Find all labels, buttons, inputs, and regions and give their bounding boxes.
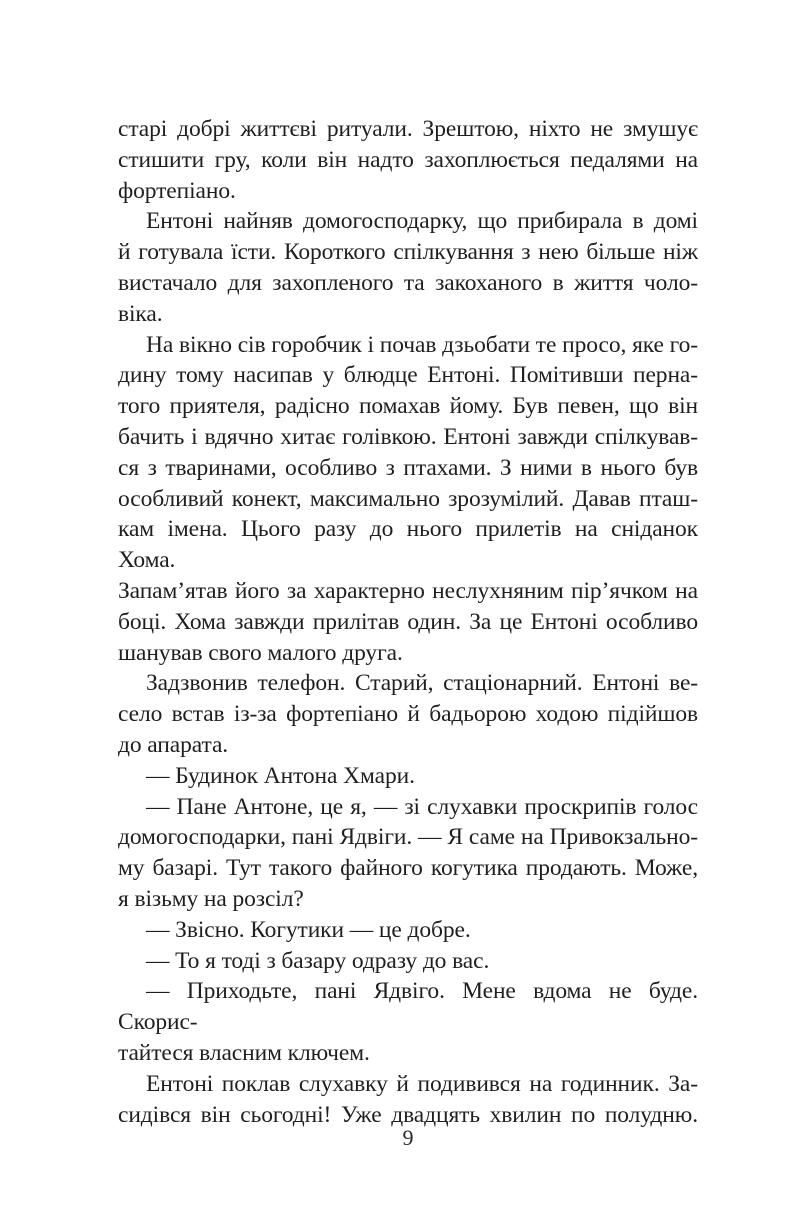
text-line: ся з тваринами, особливо з птахами. З ними в нього був <box>118 454 698 481</box>
text-line: особливий конект, максимально зрозумілий. Давав пташ- <box>118 485 698 512</box>
text-line: — Будинок Антона Хмари. <box>146 762 415 789</box>
text-line: сидівся він сьогодні! Уже двадцять хвилин по полудню. <box>118 1101 698 1128</box>
paragraph <box>118 206 698 329</box>
text-line: я візьму на розсіл? <box>118 885 304 912</box>
text-line: й готувала їсти. Короткого спілкування з нею більше ніж <box>118 239 698 266</box>
paragraph <box>118 792 698 915</box>
text-line: стишити гру, коли він надто захоплюється педалями на <box>118 146 698 173</box>
text-line: тайтеся власним ключем. <box>118 1039 370 1066</box>
page-text <box>118 114 698 1130</box>
paragraph <box>118 330 698 669</box>
text-line: бачить і вдячно хитає голівкою. Ентоні завжди спілкував- <box>118 423 698 450</box>
paragraph <box>118 946 698 977</box>
text-line: Ентоні найняв домогосподарку, що прибирала в домі <box>146 208 698 235</box>
text-line: село встав із-за фортепіано й бадьорою ходою підійшов <box>118 701 698 728</box>
text-line: домогосподарки, пані Ядвіги. — Я саме на Привокзально- <box>118 824 698 851</box>
paragraph <box>118 761 698 792</box>
text-line: старі добрі життєві ритуали. Зрештою, ніхто не змушує <box>118 116 698 142</box>
text-line: Задзвонив телефон. Старий, стаціонарний. Ентоні ве- <box>146 670 698 697</box>
text-line: — Пане Антоне, це я, — зі слухавки проскрипів голос <box>146 793 698 820</box>
text-line: му базарі. Тут такого файного когутика продають. Може, <box>118 855 698 882</box>
paragraph <box>118 915 698 946</box>
text-line: того приятеля, радісно помахав йому. Був певен, що він <box>118 393 698 420</box>
text-line: вистачало для захопленого та закоханого в життя чоло- <box>118 269 698 296</box>
paragraph <box>118 1069 698 1131</box>
text-line: фортепіано. <box>118 177 236 204</box>
text-line: до апарата. <box>118 731 229 758</box>
text-line: дину тому насипав у блюдце Ентоні. Помітивши перна- <box>118 362 698 389</box>
text-line: Ентоні поклав слухавку й подивився на годинник. За- <box>146 1070 698 1097</box>
text-line: кам імена. Цього разу до нього прилетів на сніданок Хома. <box>118 516 698 574</box>
text-line: На вікно сів горобчик і почав дзьобати те просо, яке го- <box>146 331 698 358</box>
page-number: 9 <box>402 1125 414 1150</box>
text-line: віка. <box>118 300 163 327</box>
text-line: Запам’ятав його за характерно неслухняним пір’ячком на <box>118 577 698 604</box>
paragraph <box>118 976 698 1068</box>
paragraph <box>118 114 698 206</box>
text-line: шанував свого малого друга. <box>118 639 403 666</box>
text-line: — То я тоді з базару одразу до вас. <box>146 947 490 974</box>
paragraph <box>118 668 698 760</box>
text-line: боці. Хома завжди прилітав один. За це Ентоні особливо <box>118 608 698 635</box>
text-line: — Приходьте, пані Ядвіго. Мене вдома не буде. Скорис- <box>118 978 698 1036</box>
text-line: — Звісно. Когутики — це добре. <box>146 916 471 943</box>
